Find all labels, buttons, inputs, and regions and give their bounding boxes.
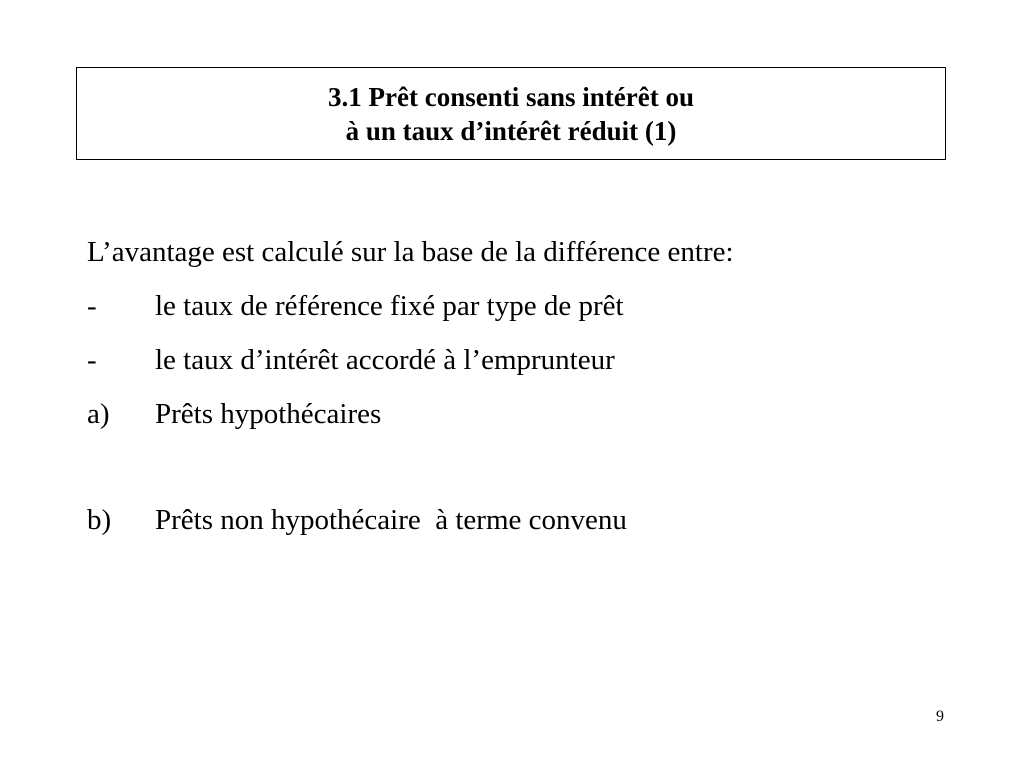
list-item-text: le taux de référence fixé par type de prêt	[155, 290, 624, 322]
list-item-text: le taux d’intérêt accordé à l’emprunteur	[155, 344, 615, 376]
list-item-marker: a)	[87, 398, 110, 430]
slide-title-line-2: à un taux d’intérêt réduit (1)	[345, 115, 677, 146]
list-item-marker: -	[87, 290, 97, 322]
slide-title-line-1: 3.1 Prêt consenti sans intérêt ou	[328, 81, 694, 112]
list-item	[87, 338, 947, 392]
list-item-marker: -	[87, 344, 97, 376]
list-item	[87, 498, 947, 552]
list-item-text: Prêts non hypothécaire à terme convenu	[155, 504, 627, 536]
slide-title-box	[76, 67, 946, 160]
list-item-text: Prêts hypothécaires	[155, 398, 382, 430]
list-item	[87, 392, 947, 446]
page-number: 9	[936, 708, 944, 725]
intro-paragraph: L’avantage est calculé sur la base de la différence entre:	[87, 236, 734, 268]
list-item	[87, 284, 947, 338]
slide-body	[87, 230, 947, 552]
list-item-marker: b)	[87, 504, 112, 536]
